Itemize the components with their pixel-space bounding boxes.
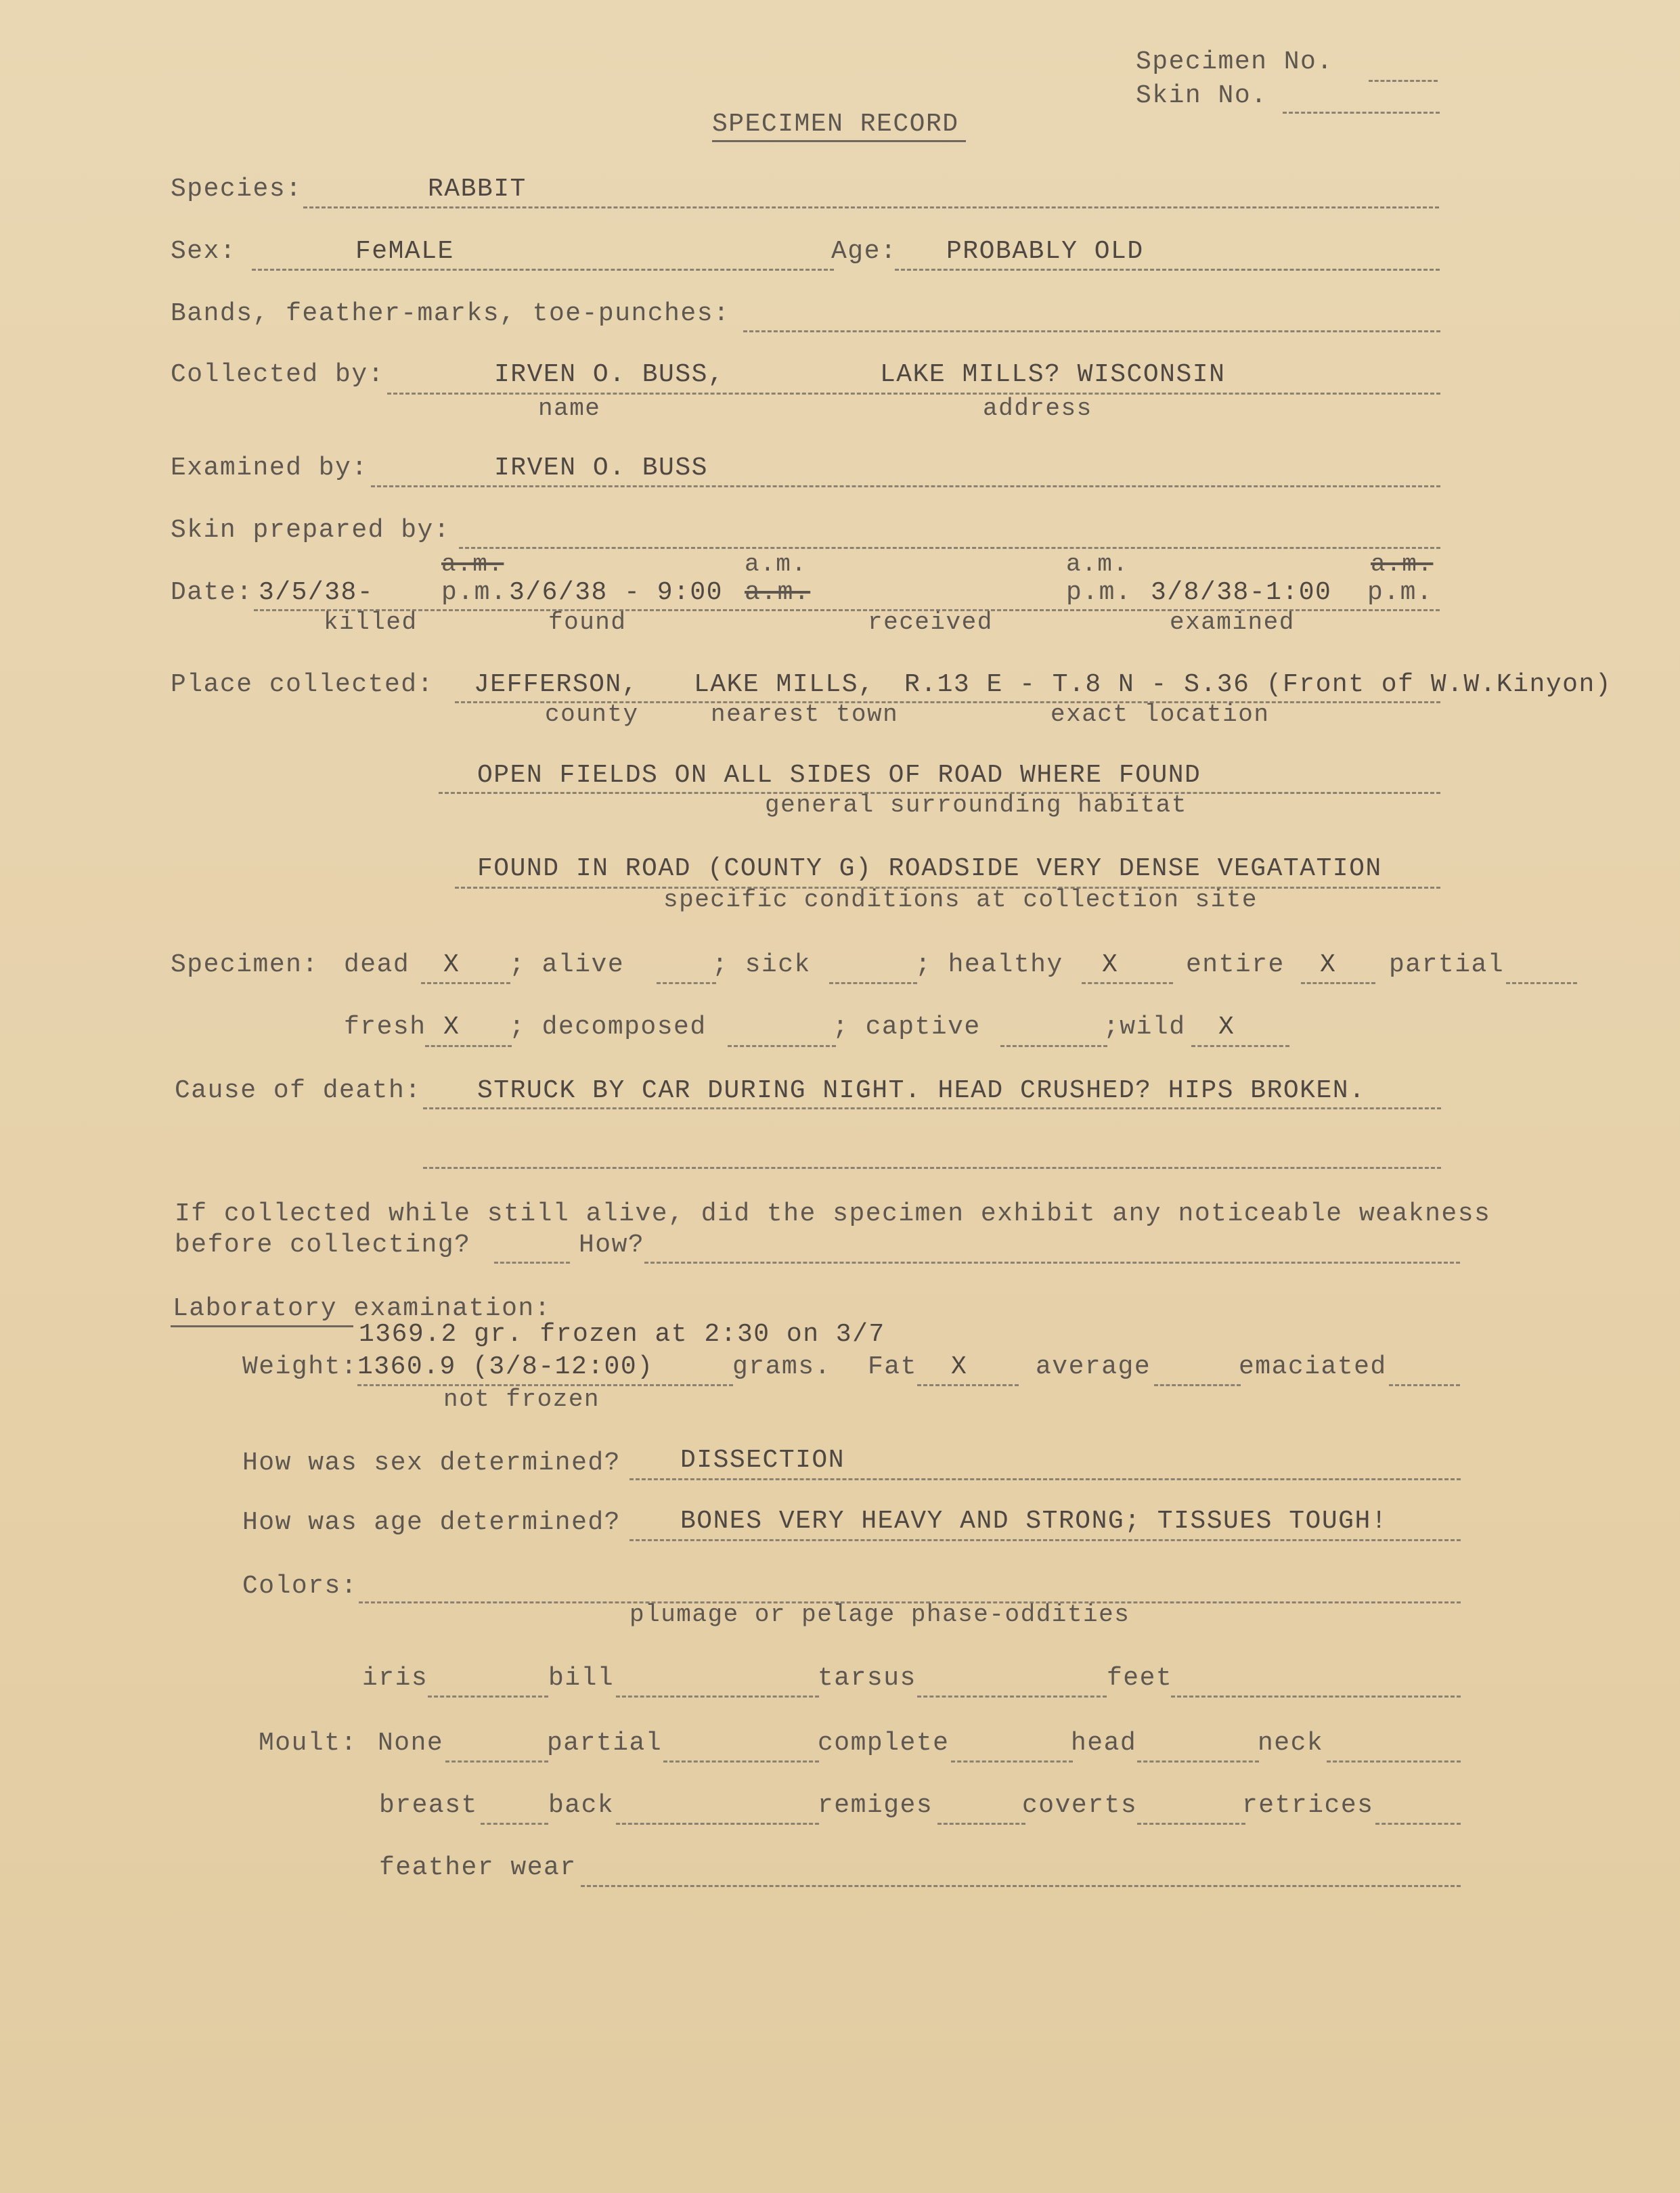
moult-partial-line: [663, 1760, 819, 1763]
cause-value: STRUCK BY CAR DURING NIGHT. HEAD CRUSHED? HIPS BROKEN.: [477, 1076, 1366, 1105]
page-title: SPECIMEN RECORD: [712, 110, 959, 139]
sex-label: Sex:: [171, 237, 237, 266]
skin-prepared-line: [459, 547, 1440, 549]
skin-prepared-label: Skin prepared by:: [171, 516, 451, 545]
healthy-value: X: [1102, 950, 1119, 979]
examined-pm: p.m.: [1367, 578, 1434, 607]
decomposed-line: [728, 1045, 836, 1047]
fat-line: [917, 1384, 1019, 1386]
alive-question-line2: before collecting?: [175, 1231, 471, 1260]
conditions-caption: specific conditions at collection site: [663, 886, 1258, 914]
examined-ampm: p.m.: [1066, 578, 1132, 607]
alive-answer-line: [494, 1262, 570, 1264]
emaciated-label: emaciated: [1239, 1352, 1387, 1381]
title-underline: [712, 140, 966, 142]
moult-complete-line: [951, 1760, 1073, 1763]
found-am-struck: a.m.: [745, 578, 811, 607]
bill-line: [616, 1696, 819, 1698]
fat-value: X: [951, 1352, 968, 1381]
moult-back-label: back: [548, 1791, 615, 1820]
place-town: LAKE MILLS,: [694, 670, 875, 699]
specimen-no-label: Specimen No.: [1136, 47, 1333, 76]
received-am-mark: a.m.: [745, 550, 808, 578]
lab-label: Laboratory examination:: [173, 1294, 551, 1323]
age-determined-label: How was age determined?: [242, 1508, 621, 1537]
date-label: Date:: [171, 578, 253, 607]
age-determined-value: BONES VERY HEAVY AND STRONG; TISSUES TOUGH!: [680, 1507, 1388, 1536]
captive-label: ; captive: [833, 1013, 981, 1042]
skin-no-label: Skin No.: [1136, 81, 1268, 110]
town-caption: nearest town: [711, 701, 899, 728]
alive-line: [657, 982, 716, 984]
feet-label: feet: [1107, 1664, 1173, 1693]
habitat-value: OPEN FIELDS ON ALL SIDES OF ROAD WHERE FOUND: [477, 761, 1201, 790]
species-line: [303, 206, 1439, 208]
decomposed-label: ; decomposed: [509, 1013, 707, 1042]
feather-wear-line: [581, 1885, 1461, 1887]
cause-line-2: [423, 1167, 1441, 1169]
sex-value: FeMALE: [355, 237, 454, 266]
fat-label: Fat: [868, 1352, 917, 1381]
wild-label: ;wild: [1103, 1013, 1186, 1042]
moult-remiges-label: remiges: [818, 1791, 933, 1820]
age-determined-line: [629, 1539, 1461, 1541]
iris-label: iris: [362, 1664, 428, 1693]
moult-complete-label: complete: [818, 1729, 950, 1758]
alive-label: ; alive: [509, 950, 625, 979]
bill-label: bill: [548, 1664, 615, 1693]
alive-question-line1: If collected while still alive, did the specimen exhibit any noticeable weakness: [175, 1199, 1491, 1228]
age-line: [895, 269, 1440, 271]
weight-value: 1360.9 (3/8-12:00): [357, 1352, 654, 1381]
sick-label: ; sick: [712, 950, 811, 979]
moult-none-label: None: [378, 1729, 444, 1758]
collected-address: LAKE MILLS? WISCONSIN: [880, 360, 1226, 389]
wild-value: X: [1218, 1013, 1235, 1042]
examined-am-mark: a.m.: [1066, 550, 1129, 578]
conditions-value: FOUND IN ROAD (COUNTY G) ROADSIDE VERY DENSE VEGATATION: [477, 854, 1382, 883]
moult-breast-label: breast: [379, 1791, 478, 1820]
moult-neck-label: neck: [1258, 1729, 1324, 1758]
found-am-mark: a.m.: [441, 550, 504, 578]
entire-line: [1301, 982, 1375, 984]
sex-line: [252, 269, 834, 271]
feet-line: [1171, 1696, 1461, 1698]
found-pm: p.m.: [441, 578, 508, 607]
location-caption: exact location: [1051, 701, 1270, 728]
cause-line: [423, 1107, 1441, 1109]
not-frozen-caption: not frozen: [443, 1386, 600, 1413]
tarsus-label: tarsus: [818, 1664, 916, 1693]
emaciated-line: [1389, 1384, 1460, 1386]
examined-line: [371, 485, 1440, 487]
habitat-caption: general surrounding habitat: [765, 791, 1187, 819]
dead-line: [421, 982, 510, 984]
tarsus-line: [917, 1696, 1107, 1698]
bands-line: [743, 330, 1440, 332]
date-killed: 3/5/38-: [259, 578, 374, 607]
iris-line: [428, 1696, 548, 1698]
wild-line: [1191, 1045, 1289, 1047]
examined-pm-am-mark: a.m.: [1371, 550, 1434, 578]
address-caption: address: [983, 395, 1092, 422]
county-caption: county: [545, 701, 639, 728]
moult-retrices-line: [1375, 1823, 1461, 1825]
moult-label: Moult:: [259, 1729, 357, 1758]
weight-label: Weight:: [242, 1352, 358, 1381]
fresh-line: [425, 1045, 512, 1047]
partial-line: [1506, 982, 1577, 984]
sex-determined-value: DISSECTION: [680, 1446, 845, 1475]
colors-caption: plumage or pelage phase-oddities: [629, 1601, 1130, 1629]
sex-determined-label: How was sex determined?: [242, 1448, 621, 1478]
how-line: [644, 1262, 1460, 1264]
dead-label: dead: [344, 950, 410, 979]
moult-none-line: [445, 1760, 548, 1763]
place-label: Place collected:: [171, 670, 434, 699]
fresh-label: fresh: [344, 1013, 426, 1042]
moult-breast-line: [481, 1823, 548, 1825]
examined-value: IRVEN O. BUSS: [494, 453, 708, 483]
moult-back-line: [616, 1823, 819, 1825]
killed-caption: killed: [324, 608, 418, 636]
partial-label: partial: [1389, 950, 1505, 979]
species-label: Species:: [171, 175, 303, 204]
moult-head-label: head: [1071, 1729, 1137, 1758]
collected-label: Collected by:: [171, 360, 384, 389]
bands-label: Bands, feather-marks, toe-punches:: [171, 299, 730, 328]
moult-coverts-line: [1137, 1823, 1245, 1825]
moult-retrices-label: retrices: [1242, 1791, 1374, 1820]
grams-label: grams.: [732, 1352, 831, 1381]
moult-coverts-label: coverts: [1022, 1791, 1138, 1820]
examined-caption: examined: [1170, 608, 1295, 636]
moult-remiges-line: [937, 1823, 1025, 1825]
species-value: RABBIT: [428, 175, 527, 204]
entire-value: X: [1320, 950, 1337, 979]
name-caption: name: [538, 395, 601, 422]
received-caption: received: [868, 608, 993, 636]
captive-line: [1000, 1045, 1107, 1047]
lab-frozen: 1369.2 gr. frozen at 2:30 on 3/7: [359, 1320, 885, 1349]
feather-wear-label: feather wear: [379, 1853, 577, 1882]
specimen-no-line: [1369, 80, 1438, 82]
specimen-label: Specimen:: [171, 950, 319, 979]
sick-line: [829, 982, 917, 984]
moult-partial-label: partial: [547, 1729, 663, 1758]
how-label: How?: [579, 1231, 645, 1260]
date-found: 3/6/38 - 9:00: [509, 578, 723, 607]
place-location: R.13 E - T.8 N - S.36 (Front of W.W.Kinyon): [904, 670, 1612, 699]
average-line: [1154, 1384, 1241, 1386]
place-county: JEFFERSON,: [474, 670, 639, 699]
healthy-label: ; healthy: [915, 950, 1063, 979]
age-label: Age:: [831, 237, 898, 266]
date-examined: 3/8/38-1:00: [1151, 578, 1332, 607]
moult-head-line: [1137, 1760, 1259, 1763]
colors-label: Colors:: [242, 1572, 358, 1601]
age-value: PROBABLY OLD: [946, 237, 1144, 266]
dead-value: X: [443, 950, 460, 979]
collected-name: IRVEN O. BUSS,: [494, 360, 725, 389]
found-caption: found: [548, 608, 627, 636]
average-label: average: [1036, 1352, 1151, 1381]
moult-neck-line: [1327, 1760, 1461, 1763]
cause-label: Cause of death:: [175, 1076, 422, 1105]
fresh-value: X: [443, 1013, 460, 1042]
lab-underline: [171, 1325, 353, 1327]
entire-label: entire: [1186, 950, 1285, 979]
examined-label: Examined by:: [171, 453, 368, 483]
skin-no-line: [1283, 112, 1440, 114]
sex-determined-line: [629, 1478, 1461, 1480]
healthy-line: [1082, 982, 1173, 984]
